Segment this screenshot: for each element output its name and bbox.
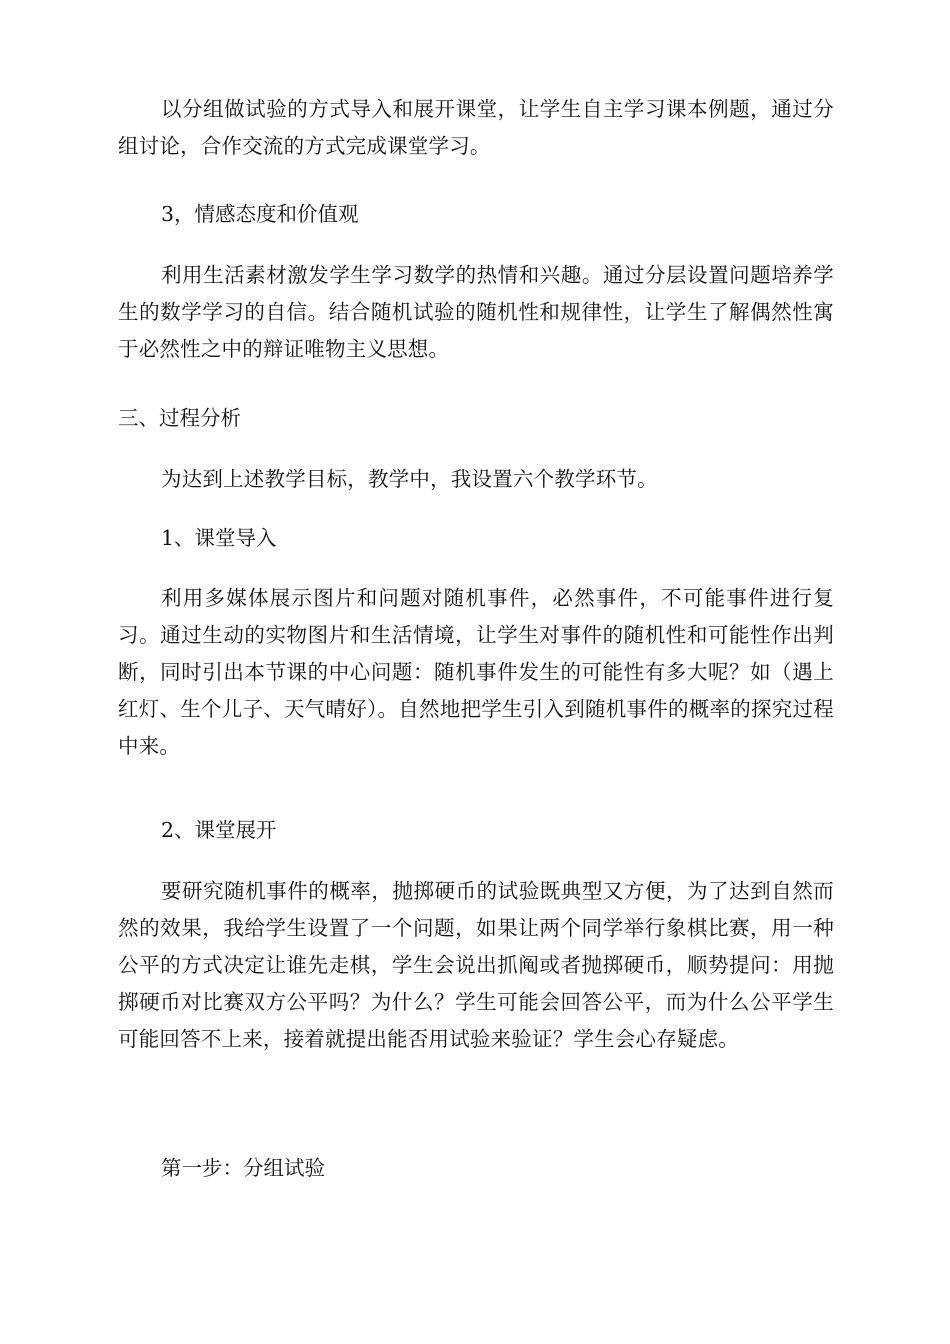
section-heading-class-introduction: 1、课堂导入 — [161, 526, 277, 550]
paragraph-class-introduction: 利用多媒体展示图片和问题对随机事件，必然事件，不可能事件进行复习。通过生动的实物图片和生活情境，让学生对事件的随机性和可能性作出判断，同时引出本节课的中心问题：随机事件发生的可能性有多大呢？如（遇上红灯、生个儿子、天气晴好）。自然地把学生引入到随机事件的概率的探究过程中来。 — [118, 586, 834, 758]
section-heading-class-development: 2、课堂展开 — [161, 818, 277, 842]
section-heading-emotion-attitude-values: 3，情感态度和价值观 — [161, 202, 359, 226]
section-heading-process-analysis: 三、过程分析 — [118, 406, 241, 430]
paragraph-group-experiment-method: 以分组做试验的方式导入和展开课堂，让学生自主学习课本例题，通过分组讨论，合作交流的方式完成课堂学习。 — [118, 97, 834, 158]
paragraph-class-development: 要研究随机事件的概率，抛掷硬币的试验既典型又方便，为了达到自然而然的效果，我给学生设置了一个问题，如果让两个同学举行象棋比赛，用一种公平的方式决定让谁先走棋，学生会说出抓阄或者抛掷硬币，顺势提问：用抛掷硬币对比赛双方公平吗？为什么？学生可能会回答公平，而为什么公平学生可能回答不上来，接着就提出能否用试验来验证？学生会心存疑虑。 — [118, 879, 834, 1051]
paragraph-six-teaching-stages: 为达到上述教学目标，教学中，我设置六个教学环节。 — [161, 467, 658, 491]
paragraph-emotion-attitude-values: 利用生活素材激发学生学习数学的热情和兴趣。通过分层设置问题培养学生的数学学习的自信。结合随机试验的随机性和规律性，让学生了解偶然性寓于必然性之中的辩证唯物主义思想。 — [118, 263, 834, 361]
section-heading-step-one: 第一步：分组试验 — [161, 1156, 325, 1180]
